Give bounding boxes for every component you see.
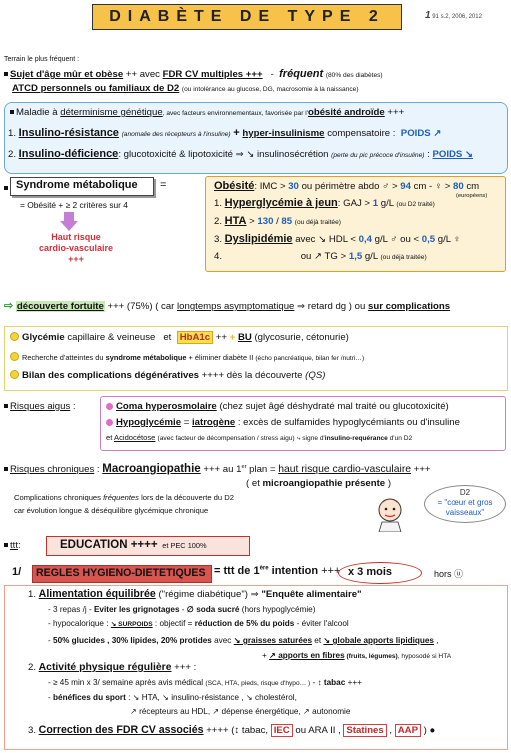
cv-risk-text: Haut risque cardio-vasculaire +++ (38, 232, 114, 264)
d2-speech-bubble: D2 = "cœur et gros vaisseaux" (424, 485, 506, 523)
terrain-line-1: Sujet d'âge mûr et obèse ++ avec FDR CV multiples +++ - fréquent (80% des diabètes) (4, 68, 383, 80)
criteria-2: 2. HTA > 130 / 85 (ou déjà traitée) (214, 215, 341, 227)
genetic-line-2: 1. Insulino-résistance (anomalie des récepteurs à l'insuline) + hyper-insulinisme compensatoire : POIDS ↗ (8, 127, 442, 139)
activity-line-4: ↗ récepteurs au HDL, ↗ dépense énergétique, ↗ autonomie (130, 707, 351, 716)
rules-line: = ttt de 1ère intention +++ (214, 565, 341, 577)
discovery-line: ⇨ découverte fortuite +++ (75%) ( car longtemps asymptomatique ⇒ retard dg ) ou sur complications (4, 300, 451, 312)
acute-line-1: Coma hyperosmolaire (chez sujet âgé déshydraté mal traité ou glucotoxicité) (106, 401, 449, 412)
rules-label: REGLES HYGIENO-DIETETIQUES (36, 567, 206, 579)
page-title: DIABÈTE DE TYPE 2 (92, 4, 402, 30)
diet-title: 1. Alimentation équilibrée ("régime diabétique") ⇒ "Enquête alimentaire" (28, 588, 362, 600)
activity-line-3: - bénéfices du sport : ↘ HTA, ↘ insulino-résistance , ↘ cholestérol, (48, 693, 297, 702)
criteria-3: 3. Dyslipidémie avec ↘ HDL < 0,4 g/L ♂ ou < 0,5 g/L ♀ (214, 233, 461, 245)
activity-line-2: - ≥ 45 min x 3/ semaine après avis médical (SCA, HTA, pieds, risque d'hypo… ) - ↕ tabac +++ (48, 678, 362, 687)
chronic-risks-line: Risques chroniques : Macroangiopathie +++ au 1er plan = haut risque cardio-vasculaire +++ (4, 463, 431, 475)
acute-line-2: Hypoglycémie = iatrogène : excès de sulfamides hypoglycémiants ou d'insuline (106, 417, 460, 428)
genetic-line-3: 2. Insulino-déficience: glucotoxicité & lipotoxicité ⇒ ↘ insulinosécrétion (perte du pic précoce d'insuline) : POIDS ↘ (8, 148, 474, 160)
activity-title: 2. Activité physique régulière +++ : (28, 662, 197, 673)
three-months-text: x 3 mois (348, 566, 393, 578)
education-text: EDUCATION ++++ et PEC 100% (60, 539, 207, 551)
metabolic-definition: = Obésité + ≥ 2 critères sur 4 (20, 200, 128, 210)
chronic-evolution: car évolution longue & déséquilibre glycémique chronique (14, 506, 209, 515)
hors-urgence: hors ⓤ (434, 569, 464, 579)
treatment-label: ttt: (4, 540, 21, 551)
doctor-face-icon (370, 492, 410, 532)
down-arrow-head-icon (60, 221, 78, 231)
terrain-intro: Terrain le plus fréquent : (4, 56, 80, 63)
criteria-obesity: Obésité: IMC > 30 ou périmètre abdo ♂ > 94 cm - ♀ > 80 cm (214, 180, 480, 192)
chronic-complications: Complications chroniques fréquentes lors de la découverte du D2 (14, 493, 234, 502)
diet-line-2: - 3 repas /j - Eviter les grignotages - ∅ soda sucré (hors hypoglycémie) (48, 605, 316, 614)
terrain-line-2: ATCD personnels ou familiaux de D2 (ou intolérance au glucose, DG, macrosomie à la naissance) (12, 83, 359, 94)
diet-line-4: - 50% glucides , 30% lipides, 20% protides avec ↘ graisses saturées et ↘ globale apports lipidiques , (48, 636, 439, 645)
criteria-1: 1. Hyperglycémie à jeun: GAJ > 1 g/L (ou D2 traité) (214, 197, 435, 209)
exams-line-1: Glycémie capillaire & veineuse et HbA1c ++ + BU (glycosurie, cétonurie) (10, 332, 349, 343)
acute-line-3: et Acidocétose (avec facteur de décompensation / stress aigu) ⤷ signe d'insulino-requérance d'un D2 (106, 433, 413, 442)
genetic-line-1: Maladie à déterminisme génétique, avec facteurs environnementaux, favorisée par l'obésité androïde +++ (10, 107, 404, 118)
reference-number: 1 91 s.2, 2006, 2012 (425, 10, 482, 21)
chronic-micro: ( et microangiopathie présente ) (246, 478, 392, 489)
criteria-obesity-note: (européens) (456, 193, 488, 199)
diet-line-3: - hypocalorique : ↘ SURPOIDS : objectif = réduction de 5% du poids - éviter l'alcool (48, 619, 349, 628)
metabolic-syndrome-label: Syndrome métabolique (16, 179, 138, 191)
metabolic-equals: = (160, 179, 167, 191)
criteria-4: 4. ou ↗ TG > 1,5 g/L (ou déjà traitée) (214, 251, 427, 262)
diet-line-5: + ↗ apports en fibres (fruits, légumes), hyposodé si HTA (262, 651, 452, 660)
exams-line-3: Bilan des complications dégénératives ++++ dès la découverte (QS) (10, 370, 325, 381)
cv-risk-factors: 3. Correction des FDR CV associés ++++ (↕ tabac, IEC ou ARA II , Statines , AAP ) ● (28, 724, 436, 736)
acute-risks-label: Risques aigus : (4, 401, 76, 412)
exams-line-2: Recherche d'atteintes du syndrome métabolique + éliminer diabète II (écho pancréatique, bilan fer /nutri…) (10, 352, 364, 362)
rules-number: 1/ (12, 566, 22, 578)
